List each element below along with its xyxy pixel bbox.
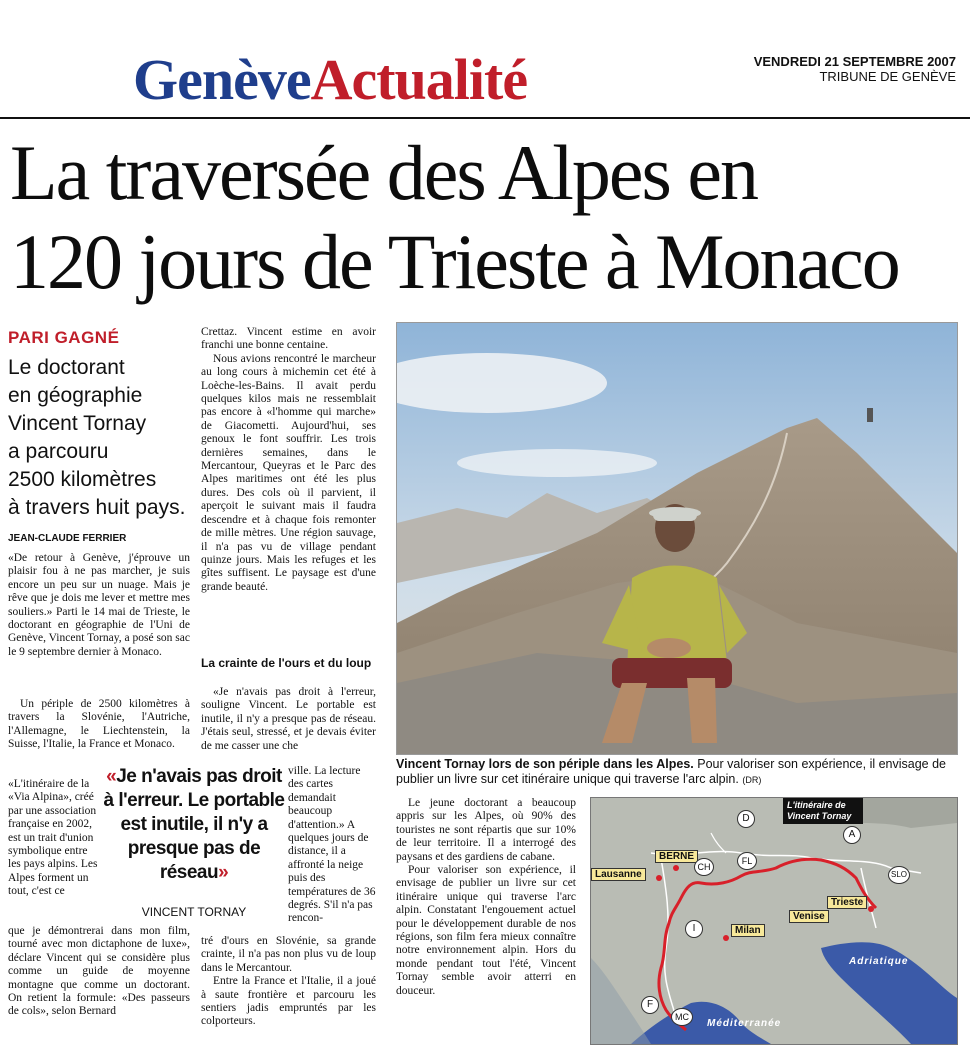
article-column-1-bottom — [8, 925, 190, 1019]
caption-text: Pour valoriser son expérience, il envisage de publier un livre sur cet itinéraire unique qui traverse l'arc alpin. — [396, 757, 947, 786]
lead-line: 2500 kilomètres — [8, 468, 157, 491]
quote-open-mark: « — [106, 766, 117, 787]
map-country-f: F — [641, 996, 659, 1014]
lead — [8, 354, 193, 522]
dateline — [754, 54, 956, 84]
map-country-a: A — [843, 826, 861, 844]
article-paragraph-part: «L'itinéraire de la «Via Alpina», créé par une association française en 2002, est un trait d'union symbolique entre les pays alpins. Les Alpes forment un tout, c'est ce — [8, 778, 98, 898]
article-paragraph: Crettaz. Vincent estime en avoir franchi une bonne centaine. — [201, 326, 376, 352]
article-column-2-top — [201, 326, 376, 594]
photo-illustration — [397, 323, 957, 754]
article-column-2-bottom — [201, 935, 376, 1029]
lead-line: à travers huit pays. — [8, 496, 186, 519]
map-country-i: I — [685, 920, 703, 938]
article-paragraph: tré d'ours en Slovénie, sa grande crainte, il n'a pas non plus vu de loup dans le Mercantour. — [201, 935, 376, 974]
map-label-lausanne: Lausanne — [591, 868, 646, 881]
newspaper-name: TRIBUNE DE GENÈVE — [819, 69, 956, 84]
section-logo-part1: Genève — [133, 47, 311, 112]
article-paragraph-part: Un périple de 2500 kilomètres à travers la Slovénie, l'Autriche, l'Allemagne, le Liechtenstein, la Suisse, l'Italie, la France et Monaco. — [8, 698, 190, 751]
subheading: La crainte de l'ours et du loup — [201, 656, 372, 670]
quote-close-mark: » — [218, 862, 229, 883]
lead-line: Le doctorant — [8, 356, 125, 379]
map-country-d: D — [737, 810, 755, 828]
article-paragraph: Nous avions rencontré le marcheur au long cours à michemin cet été à Loèche-les-Bains. Il avait perdu quelques kilos mais ne ressemblait pas encore à «l'homme qui marche» de Giacometti. Aujourd'hui, ses genoux le font souffrir. Les trois dernières semaines, dans le Mercantour, Queyras et le Parc des Alpes maritimes ont été les plus dures. Des cols où il parvient, il aperçoit le suivant mais il faudra descendre et à chaque fois remonter de mille mètres. Une région sauvage, il n'a pas vu de village pendant quinze jours. Mais les refuges et les gîtes suffisent. Le paysage est d'une grande beauté. — [201, 352, 376, 593]
map-label-adriatique: Adriatique — [849, 956, 909, 967]
article-column-2-narrow — [288, 765, 376, 926]
section-logo — [133, 48, 527, 112]
article-column-1-mid — [8, 698, 190, 752]
map-country-slo: SLO — [888, 866, 910, 884]
map-label-trieste: Trieste — [827, 896, 867, 909]
article-column-1-narrow — [8, 778, 100, 899]
headline-line-2: 120 jours de Trieste à Monaco — [10, 218, 899, 305]
map-country-mc: MC — [671, 1008, 693, 1026]
photo-caption — [396, 757, 958, 788]
map-label-milan: Milan — [731, 924, 765, 937]
map-country-ch: CH — [694, 858, 714, 876]
section-logo-part2: Actualité — [310, 47, 528, 112]
article-column-3 — [396, 797, 576, 998]
photo-credit: (DR) — [742, 775, 762, 785]
pull-quote — [103, 765, 285, 885]
article-paragraph: «De retour à Genève, j'éprouve un plaisir fou à ne pas marcher, je suis encore un peu sur un nuage. Mais je rêve que je dois me lever et mettre mes souliers.» Parti le 14 mai de Trieste, le doctorant en géographie de l'Uni de Genève, Vincent Tornay, a posé son sac le 9 septembre dernier à Monaco. — [8, 552, 190, 658]
article-paragraph: Le jeune doctorant a beaucoup appris sur les Alpes, où 90% des touristes ne sont répartis que sur 10% de leur territoire. Il a interrogé des paysans et des gardiens de cabane. — [396, 797, 576, 863]
rubric: PARI GAGNÉ — [8, 328, 120, 347]
article-column-1-top — [8, 552, 190, 659]
map-label-venise: Venise — [789, 910, 829, 923]
map-country-fl: FL — [737, 852, 757, 870]
map-title: L'itinéraire de Vincent Tornay — [783, 798, 863, 824]
lead-line: en géographie — [8, 384, 143, 407]
article-paragraph: Pour valoriser son expérience, il envisage de publier un livre sur cet itinéraire unique qui traverse l'arc alpin. Constatant l'engouement actuel pour le développement durable de nos régions, son film fera mieux connaître notre environnement alpin. Hors du monde pendant tout l'été, Vincent Tornay semble avoir atterri en douceur. — [396, 864, 576, 997]
map-label-mediterranee: Méditerranée — [707, 1018, 782, 1029]
article-column-2-mid — [201, 686, 376, 753]
caption-lead: Vincent Tornay lors de son périple dans les Alpes. — [396, 757, 694, 771]
article-paragraph-part: «Je n'avais pas droit à l'erreur, souligne Vincent. Le portable est inutile, il n'y a presque pas de réseau. J'étais seul, stressé, et je devais éviter de me casser une che — [201, 686, 376, 752]
byline: JEAN-CLAUDE FERRIER — [8, 533, 127, 544]
header-divider — [0, 117, 970, 119]
issue-date: VENDREDI 21 SEPTEMBRE 2007 — [753, 54, 956, 69]
article-paragraph-part: ville. La lecture des cartes demandait beaucoup d'attention.» A quelques jours de distance, il a affronté la neige puis des températures de 36 degrés. S'il n'a pas rencon- — [288, 765, 376, 925]
route-map — [590, 797, 958, 1045]
quote-author: VINCENT TORNAY — [141, 905, 247, 919]
map-label-berne: BERNE — [655, 850, 698, 863]
lead-line: a parcouru — [8, 440, 109, 463]
headline-line-1: La traversée des Alpes en — [10, 129, 757, 216]
article-paragraph: Entre la France et l'Italie, il a joué à saute frontière et parcouru les sentiers jadis empruntés par les colporteurs. — [201, 975, 376, 1028]
article-photo — [396, 322, 958, 755]
lead-line: Vincent Tornay — [8, 412, 147, 435]
headline — [10, 128, 965, 306]
quote-text: Je n'avais pas droit à l'erreur. Le portable est inutile, il n'y a presque pas de réseau — [103, 766, 285, 883]
article-paragraph: que je démontrerai dans mon film, tourné avec mon dictaphone de luxe», déclare Vincent qui se considère plus comme un guide de moyenne montagne que comme un doctorant. On retient la formule: «Des passeurs de cols», selon Bernard — [8, 925, 190, 1018]
